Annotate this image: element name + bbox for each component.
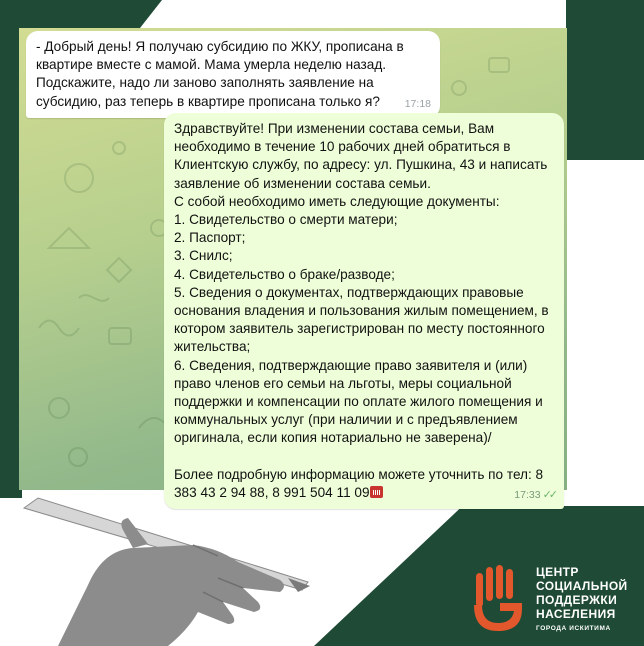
logo-title [536,565,628,621]
logo-line-2: СОЦИАЛЬНОЙ [536,579,628,593]
read-checkmarks-icon: ✓✓ [542,489,555,502]
telephone-icon [370,486,383,498]
outgoing-message[interactable] [164,113,564,509]
organization-logo [470,565,640,641]
outgoing-message-status [514,486,555,504]
corner-decoration-top-right [566,0,644,160]
incoming-message-time: 17:18 [404,97,431,110]
chat-window[interactable] [19,28,567,502]
logo-subtitle: ГОРОДА ИСКИТИМА [536,625,611,632]
hand-writing-icon [18,490,318,646]
logo-line-4: НАСЕЛЕНИЯ [536,607,616,621]
corner-decoration-wedge [140,0,162,28]
logo-line-3: ПОДДЕРЖКИ [536,593,618,607]
incoming-message-text: - Добрый день! Я получаю субсидию по ЖКУ, прописана в квартире вместе с мамой. Мама умерла неделю назад. Подскажите, надо ли заново заполнять заявление на субсидию, раз теперь в квартире прописана только я? [36,39,404,109]
outgoing-message-time: 17:33 [514,489,541,502]
logo-line-1: ЦЕНТР [536,565,579,579]
corner-decoration-top-left [0,0,140,28]
hand-logo-icon [470,565,528,635]
incoming-message[interactable] [26,31,440,118]
outgoing-message-text: Здравствуйте! При изменении состава семьи, Вам необходимо в течение 10 рабочих дней обратиться в Клиентскую службу, по адресу: ул. Пушкина, 43 и написать заявление об изменении состава семьи. С собой необходимо иметь следующие документы: 1. Свидетельство о смерти матери; 2. Паспорт; 3. Снилс; 4. Свидетельство о браке/разводе; 5. Сведения о документах, подтверждающих правовые основания владения и пользования жилым помещением, в котором заявитель зарегистрирован по месту постоянного жительства; 6. Сведения, подтверждающие право заявителя и (или) право членов его семьи на льготы, меры социальной поддержки и компенсации по оплате жилого помещения и коммунальных услуг (при наличии и с предъявлением оригинала, если копия нотариально не заверена)/ Более подробную информацию можете уточнить по тел: 8 383 43 2 94 88, 8 991 504 11 09 [174,121,549,501]
